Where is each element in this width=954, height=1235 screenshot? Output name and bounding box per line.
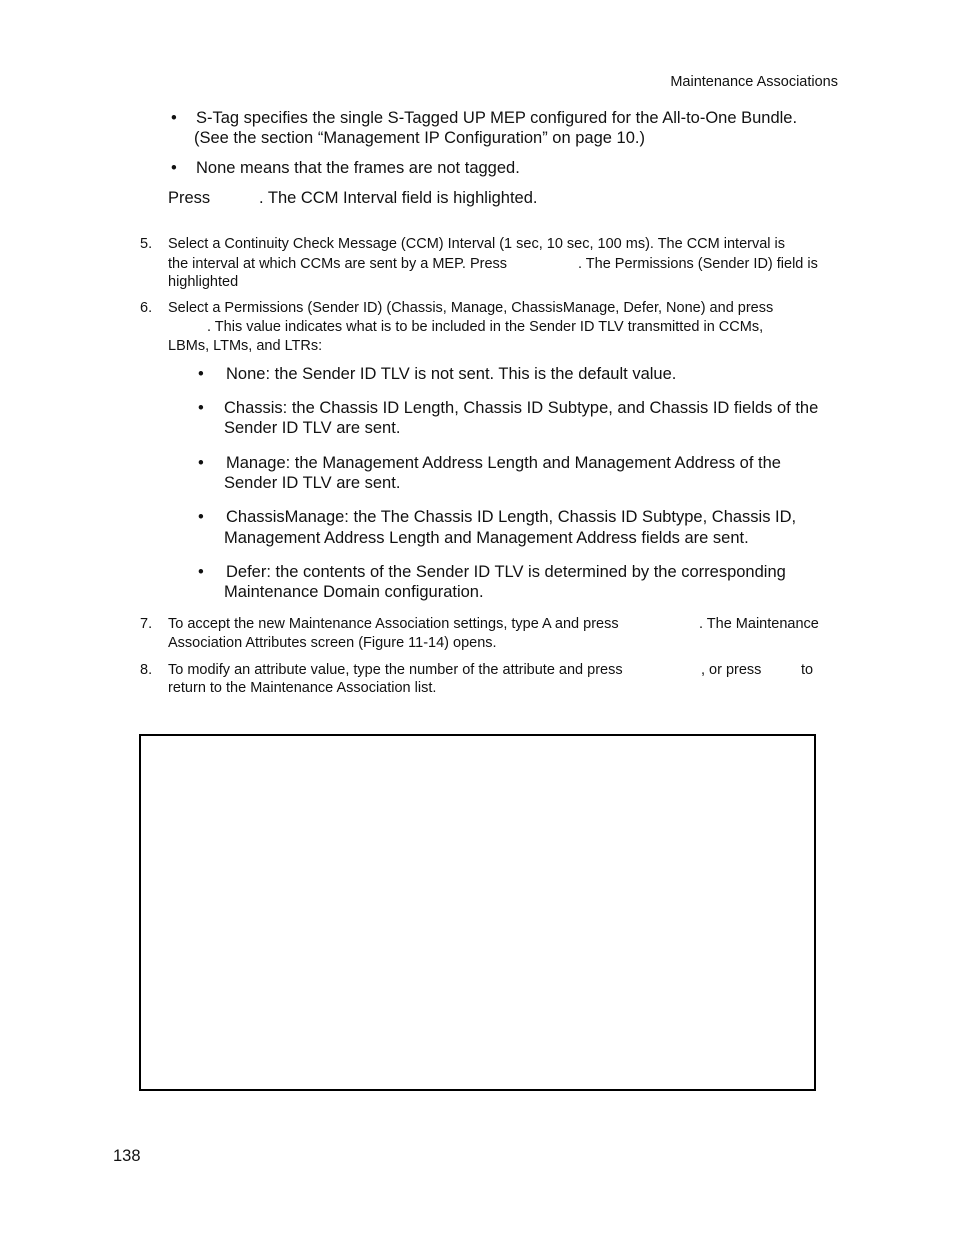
sender-bullet-defer-line2: Maintenance Domain configuration. <box>224 583 484 601</box>
step-7-line2: Association Attributes screen (Figure 11-14) opens. <box>168 635 497 651</box>
step-5-line2b: . The Permissions (Sender ID) field is <box>578 256 818 272</box>
tag-bullet-none: None means that the frames are not tagged. <box>196 159 520 177</box>
step-8-line1a: To modify an attribute value, type the number of the attribute and press <box>168 662 623 678</box>
step-6-line1: Select a Permissions (Sender ID) (Chassis, Manage, ChassisManage, Defer, None) and press <box>168 300 774 316</box>
bullet-marker: • <box>198 454 204 472</box>
step-8-line1c: to <box>801 662 814 678</box>
step-5-line1: Select a Continuity Check Message (CCM) Interval (1 sec, 10 sec, 100 ms). The CCM interval is <box>168 236 786 252</box>
tag-bullet-s-tag-line1: S-Tag specifies the single S-Tagged UP MEP configured for the All-to-One Bundle. <box>196 109 798 127</box>
bullet-marker: • <box>171 159 177 177</box>
sender-bullet-manage-line1: Manage: the Management Address Length and Management Address of the <box>226 454 781 472</box>
running-header: Maintenance Associations <box>670 74 838 90</box>
step-5-line3: highlighted <box>168 274 239 290</box>
bullet-marker: • <box>198 563 204 581</box>
step-8-line2: return to the Maintenance Association list. <box>168 680 437 696</box>
sender-bullet-chassis-line2: Sender ID TLV are sent. <box>224 419 401 437</box>
step-6-line2: . This value indicates what is to be included in the Sender ID TLV transmitted in CCMs, <box>207 319 764 335</box>
step-number: 7. <box>140 616 153 632</box>
page-number: 138 <box>113 1147 141 1165</box>
step-7-line1b: . The Maintenance <box>699 616 819 632</box>
tag-bullet-s-tag-line2: (See the section “Management IP Configuration” on page 10.) <box>194 129 645 147</box>
sender-bullet-chassismanage-line2: Management Address Length and Management Address fields are sent. <box>224 529 749 547</box>
sender-bullet-none: None: the Sender ID TLV is not sent. This is the default value. <box>226 365 677 383</box>
sender-bullet-manage-line2: Sender ID TLV are sent. <box>224 474 401 492</box>
step-number: 8. <box>140 662 153 678</box>
press-line-after: . The CCM Interval field is highlighted. <box>259 189 538 207</box>
bullet-marker: • <box>198 365 204 383</box>
step-number: 5. <box>140 236 153 252</box>
sender-bullet-defer-line1: Defer: the contents of the Sender ID TLV is determined by the corresponding <box>226 563 786 581</box>
step-8-line1b: , or press <box>701 662 762 678</box>
sender-bullet-chassismanage-line1: ChassisManage: the The Chassis ID Length, Chassis ID Subtype, Chassis ID, <box>226 508 797 526</box>
press-line-before: Press <box>168 189 211 207</box>
bullet-marker: • <box>171 109 177 127</box>
bullet-marker: • <box>198 508 204 526</box>
step-6-line3: LBMs, LTMs, and LTRs: <box>168 338 323 354</box>
screen-capture-frame <box>139 734 816 1091</box>
step-7-line1a: To accept the new Maintenance Association settings, type A and press <box>168 616 619 632</box>
bullet-marker: • <box>198 399 204 417</box>
step-number: 6. <box>140 300 153 316</box>
sender-bullet-chassis-line1: Chassis: the Chassis ID Length, Chassis ID Subtype, and Chassis ID fields of the <box>224 399 819 417</box>
step-5-line2a: the interval at which CCMs are sent by a MEP. Press <box>168 256 508 272</box>
